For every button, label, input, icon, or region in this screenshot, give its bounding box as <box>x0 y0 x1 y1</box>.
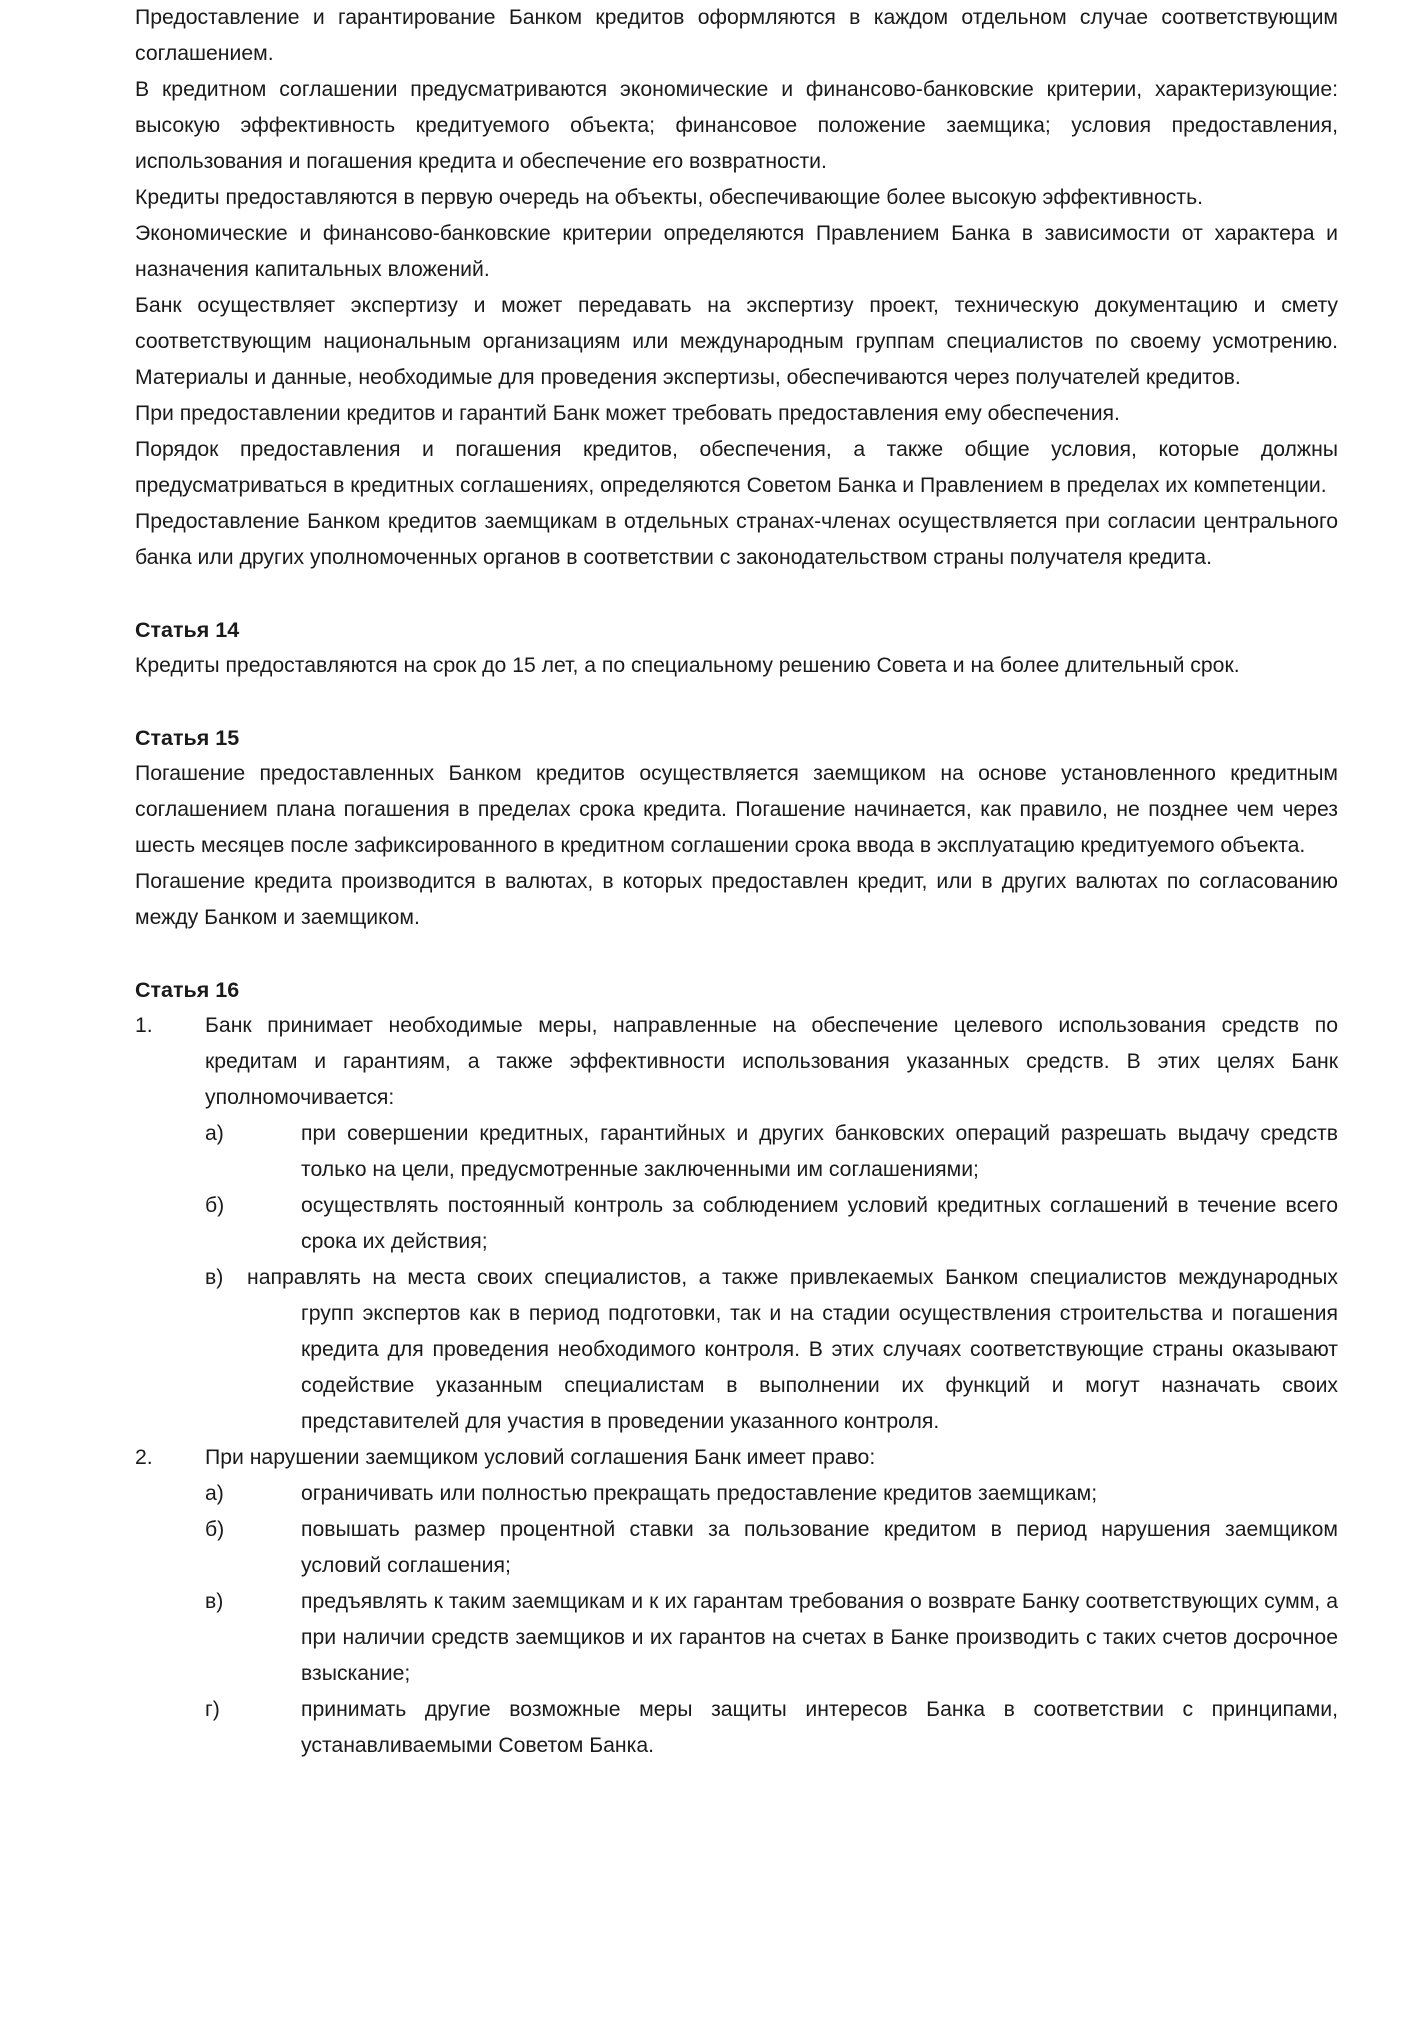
article-16-item-2 <box>135 1440 1338 1476</box>
article-16-item-2-v <box>135 1584 1338 1692</box>
paragraph: При предоставлении кредитов и гарантий Банк может требовать предоставления ему обеспечения. <box>135 402 1120 425</box>
article-14-heading: Статья 14 <box>135 618 240 642</box>
item-number: 1. <box>135 1014 153 1037</box>
item-text: направлять на места своих специалистов, а также привлекаемых Банком специалистов международных групп экспертов как в период подготовки, так и на стадии осуществления строительства и погашения кредита для проведения необходимого контроля. В этих случаях соответствующие страны оказывают содействие указанным специалистам в выполнении их функций и могут назначать своих представителей для участия в проведении указанного контроля. <box>247 1266 1338 1433</box>
article-15-paragraph-1: Погашение предоставленных Банком кредитов осуществляется заемщиком на основе установленного кредитным соглашением плана погашения в пределах срока кредита. Погашение начинается, как правило, не позднее чем через шесть месяцев после зафиксированного в кредитном соглашении срока ввода в эксплуатацию кредитуемого объекта. <box>135 762 1338 857</box>
item-text: принимать другие возможные меры защиты интересов Банка в соответствии с принципами, устанавливаемыми Советом Банка. <box>301 1698 1338 1757</box>
paragraph: Кредиты предоставляются в первую очередь на объекты, обеспечивающие более высокую эффективность. <box>135 186 1204 209</box>
paragraph: В кредитном соглашении предусматриваются экономические и финансово-банковские критерии, характеризующие: высокую эффективность кредитуемого объекта; финансовое положение заемщика; условия предоставления, использования и погашения кредита и обеспечение его возвратности. <box>135 78 1338 173</box>
paragraph: Экономические и финансово-банковские критерии определяются Правлением Банка в зависимости от характера и назначения капитальных вложений. <box>135 222 1338 281</box>
item-text: предъявлять к таким заемщикам и к их гарантам требования о возврате Банку соответствующих сумм, а при наличии средств заемщиков и их гарантов на счетах в Банке производить с таких счетов досрочное взыскание; <box>301 1590 1338 1685</box>
article-16-item-2-a <box>135 1476 1338 1512</box>
article-16-item-1-v <box>135 1260 1338 1440</box>
item-letter: б) <box>205 1194 225 1217</box>
item-text: осуществлять постоянный контроль за соблюдением условий кредитных соглашений в течение всего срока их действия; <box>301 1194 1338 1253</box>
article-15-heading: Статья 15 <box>135 726 240 750</box>
paragraph: Предоставление и гарантирование Банком кредитов оформляются в каждом отдельном случае соответствующим соглашением. <box>135 6 1338 65</box>
item-text: ограничивать или полностью прекращать предоставление кредитов заемщикам; <box>301 1482 1098 1505</box>
article-14-text: Кредиты предоставляются на срок до 15 лет, а по специальному решению Совета и на более длительный срок. <box>135 654 1240 677</box>
article-16-item-1-a <box>135 1116 1338 1188</box>
document-page <box>135 0 1338 1764</box>
article-16-item-1-b <box>135 1188 1338 1260</box>
item-text: при совершении кредитных, гарантийных и других банковских операций разрешать выдачу средств только на цели, предусмотренные заключенными им соглашениями; <box>301 1122 1338 1181</box>
article-15-paragraph-2: Погашение кредита производится в валютах, в которых предоставлен кредит, или в других валютах по согласованию между Банком и заемщиком. <box>135 870 1338 929</box>
item-text: При нарушении заемщиком условий соглашения Банк имеет право: <box>205 1446 876 1469</box>
item-letter: а) <box>205 1482 224 1505</box>
item-letter: в) <box>205 1266 224 1289</box>
article-16-heading: Статья 16 <box>135 978 240 1002</box>
item-letter: б) <box>205 1518 225 1541</box>
item-letter: г) <box>205 1698 220 1721</box>
item-number: 2. <box>135 1446 153 1469</box>
paragraph: Предоставление Банком кредитов заемщикам в отдельных странах-членах осуществляется при согласии центрального банка или других уполномоченных органов в соответствии с законодательством страны получателя кредита. <box>135 510 1338 569</box>
paragraph: Порядок предоставления и погашения кредитов, обеспечения, а также общие условия, которые должны предусматриваться в кредитных соглашениях, определяются Советом Банка и Правлением в пределах их компетенции. <box>135 438 1338 497</box>
article-16-item-2-g <box>135 1692 1338 1764</box>
item-letter: в) <box>205 1590 224 1613</box>
item-text: повышать размер процентной ставки за пользование кредитом в период нарушения заемщиком условий соглашения; <box>301 1518 1338 1577</box>
article-16-item-2-b <box>135 1512 1338 1584</box>
item-text: Банк принимает необходимые меры, направленные на обеспечение целевого использования средств по кредитам и гарантиям, а также эффективности использования указанных средств. В этих целях Банк уполномочивается: <box>205 1014 1338 1109</box>
item-letter: а) <box>205 1122 224 1145</box>
article-16-item-1 <box>135 1008 1338 1116</box>
paragraph: Банк осуществляет экспертизу и может передавать на экспертизу проект, техническую документацию и смету соответствующим национальным организациям или международным группам специалистов по своему усмотрению. Материалы и данные, необходимые для проведения экспертизы, обеспечиваются через получателей кредитов. <box>135 294 1338 389</box>
